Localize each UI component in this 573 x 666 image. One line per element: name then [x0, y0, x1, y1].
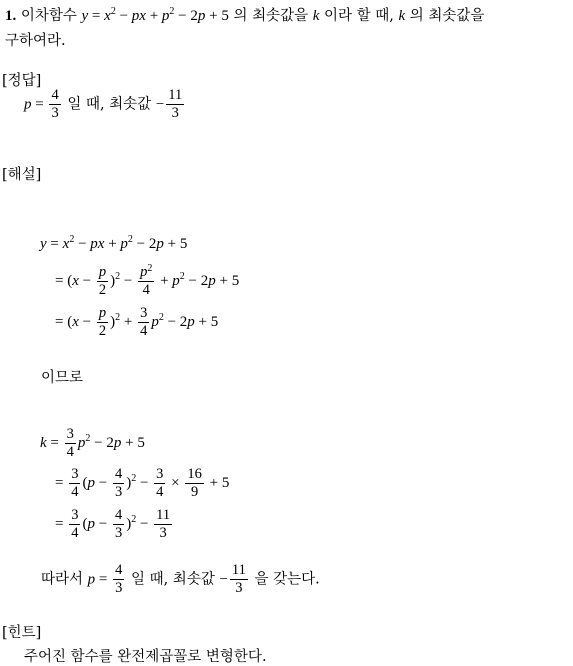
problem-line-1 — [5, 4, 484, 25]
conclusion-when: 일 때, 최솟값 — [130, 571, 215, 588]
k-line-1: k = $\frac{3}{4}$ $p^2 - 2p + 5$ — [40, 426, 145, 461]
problem-k: k — [312, 8, 320, 24]
answer-when: 일 때, 최솟값 — [67, 96, 152, 113]
conclusion-end: 을 갖는다. — [254, 571, 320, 588]
problem-middle: 이라 할 때, — [324, 8, 394, 24]
problem-function: $y = x^2$ − px + $p^2 - 2p + 5$ — [81, 6, 229, 24]
solution-label: [해설] — [2, 167, 42, 183]
answer-p-fraction: $\frac{4}{3}$ — [51, 87, 59, 122]
problem-line-2: 구하여라. — [5, 33, 66, 49]
derivation-line-2: = (x − $\frac{p}{2}$ )$^2$ − $\frac{p^2}{4}$ + $p^2 - 2p + 5$ — [55, 263, 240, 299]
hint-label: [힌트] — [2, 625, 42, 641]
hint-text: 주어진 함수를 완전제곱꼴로 변형한다. — [24, 649, 267, 665]
answer-line: p = $\frac{4}{3}$ 일 때, 최솟값 − $\frac{11}{3}$ — [24, 87, 183, 122]
k-line-2: = $\frac{3}{4}$ (p − $\frac{4}{3}$ )$^2$ − $\frac{3}{4}$ × $\frac{16}{9}$ + 5 — [55, 466, 230, 501]
problem-question-end: 의 최솟값을 — [409, 8, 485, 24]
problem-intro: 이차함수 — [20, 8, 77, 24]
answer-min-fraction: $\frac{11}{3}$ — [168, 87, 183, 122]
problem-k-2: k — [398, 8, 406, 24]
conclusion-p-fraction: $\frac{4}{3}$ — [115, 562, 123, 597]
answer-label: [정답] — [2, 73, 42, 89]
derivation-line-3: = (x − $\frac{p}{2}$ )$^2$ + $\frac{3}{4}$ $p^2 - 2p + 5$ — [55, 305, 219, 340]
conclusion-min-fraction: $\frac{11}{3}$ — [231, 562, 246, 597]
problem-number: 1. — [5, 8, 17, 24]
therefore-word: 이므로 — [41, 370, 84, 386]
problem-after-equation: 의 최솟값을 — [233, 8, 309, 24]
derivation-line-1: $y = x^2$ − px + $p^2 - 2p + 5$ — [40, 234, 188, 252]
conclusion-line: 따라서 p = $\frac{4}{3}$ 일 때, 최솟값 − $\frac{11}{3}$ 을 갖는다. — [41, 562, 320, 597]
conclusion-start: 따라서 — [41, 571, 84, 588]
answer-p: p — [24, 96, 32, 113]
k-line-3: = $\frac{3}{4}$ (p − $\frac{4}{3}$ )$^2$ − $\frac{11}{3}$ — [55, 507, 171, 542]
